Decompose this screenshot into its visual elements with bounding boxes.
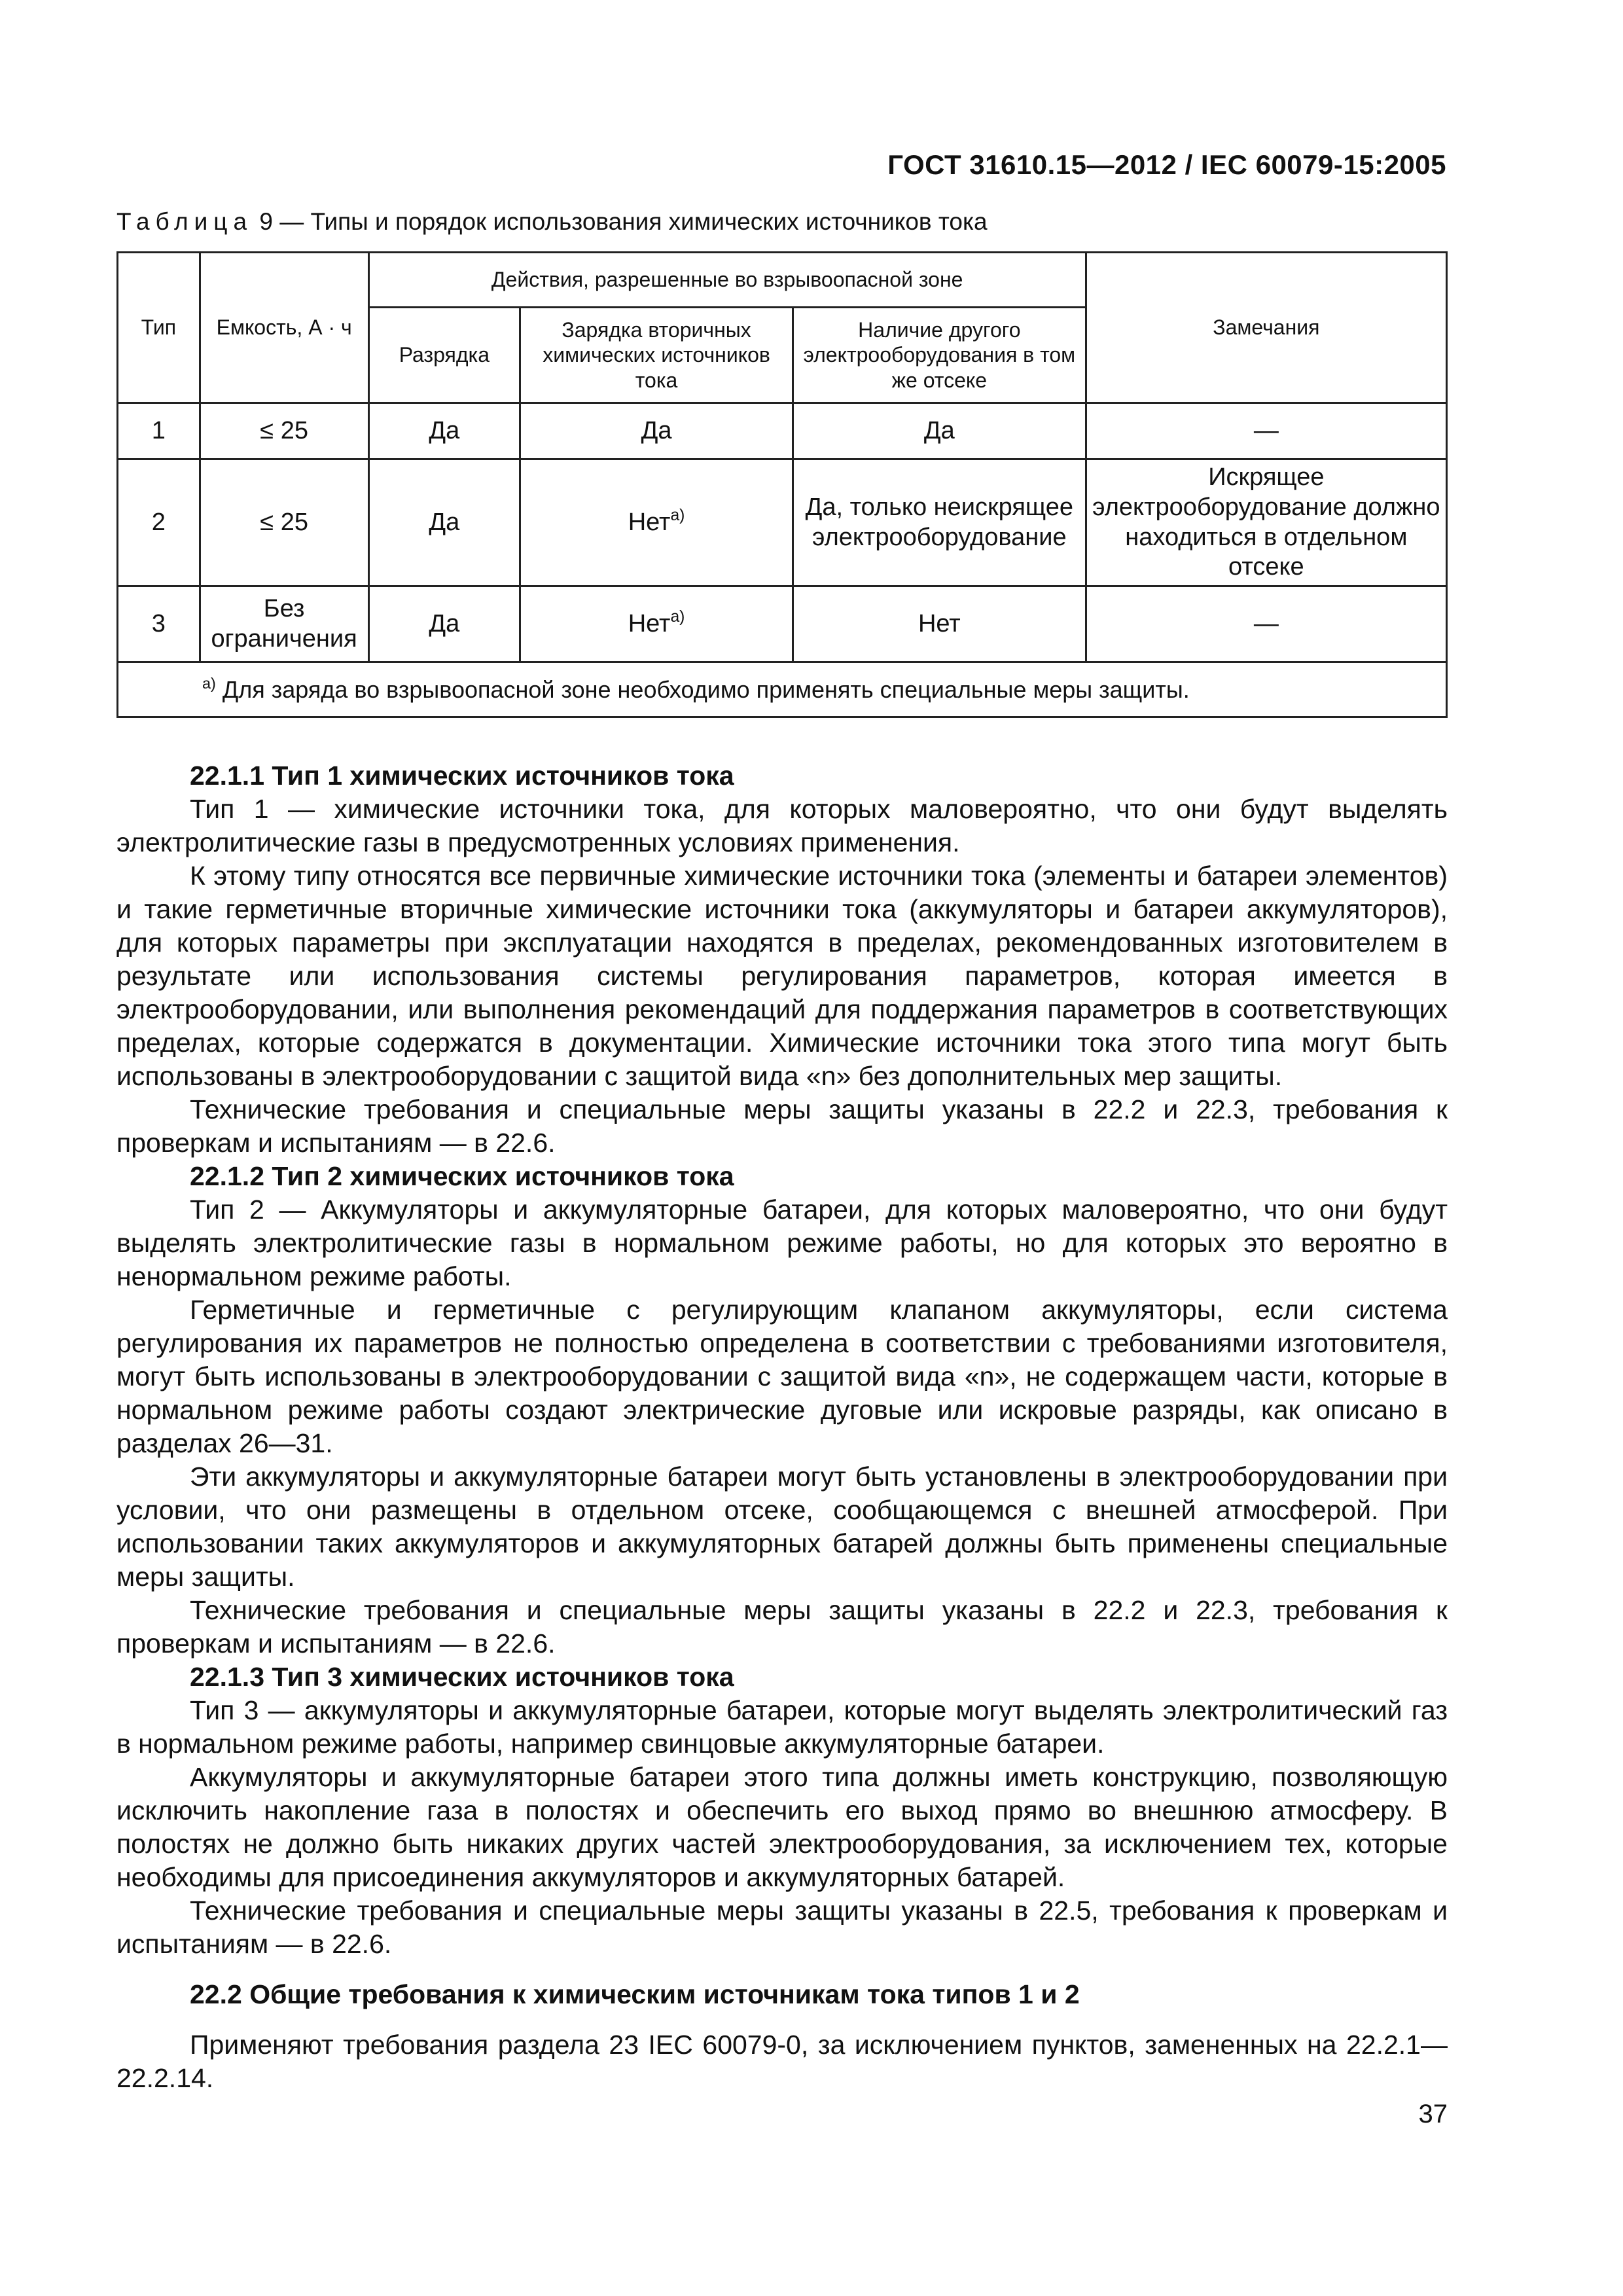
footnote-mark: а): [202, 674, 216, 692]
paragraph: Применяют требования раздела 23 IEC 60079-0, за исключением пунктов, замененных на 22.2.1—22.2.14.: [116, 2030, 1448, 2093]
header-actions-group: Действия, разрешенные во взрывоопасной зоне: [368, 253, 1086, 308]
footnote-ref: а): [670, 607, 685, 626]
cell-other-equipment: Нет: [793, 586, 1086, 662]
header-charging: Зарядка вторичных химических источников тока: [520, 308, 793, 403]
cell-charging: [520, 586, 793, 662]
paragraph: К этому типу относятся все первичные химические источники тока (элементы и батареи элементов) и такие герметичные вторичные химические источники тока (аккумуляторы и батареи аккумуляторов), для которых параметры при эксплуатации находятся в пределах, рекомендованных изготовителем в результате или использования системы регулирования параметров, которая имеется в электрооборудовании, или выполнения рекомендаций для поддержания параметров в соответствующих пределах, которые содержатся в документации. Химические источники тока этого типа могут быть использованы в электрооборудовании с защитой вида «n» без дополнительных мер защиты.: [116, 861, 1448, 1091]
header-remarks: Замечания: [1086, 253, 1446, 403]
cell-type: 1: [118, 403, 200, 459]
header-capacity: Емкость, А · ч: [200, 253, 368, 403]
paragraph: Герметичные и герметичные с регулирующим клапаном аккумуляторы, если система регулирования их параметров не полностью определена в соответствии с требованиями изготовителя, могут быть использованы в электрооборудовании с защитой вида «n», не содержащем части, которые в нормальном режиме работы создают электрические дуговые или искровые разряды, как описано в разделах 26—31.: [116, 1295, 1448, 1458]
cell-remarks: —: [1086, 586, 1446, 662]
section-heading: 22.1.1 Тип 1 химических источников тока: [190, 761, 734, 791]
cell-discharge: Да: [368, 459, 520, 586]
section-heading: 22.2 Общие требования к химическим источникам тока типов 1 и 2: [190, 1979, 1080, 2009]
cell-charging-value: Нет: [628, 609, 671, 637]
document-body: [116, 759, 1448, 2095]
table-row: [118, 586, 1447, 662]
paragraph: Тип 3 — аккумуляторы и аккумуляторные батареи, которые могут выделять электролитический газ в нормальном режиме работы, например свинцовые аккумуляторные батареи.: [116, 1695, 1448, 1759]
document-header: ГОСТ 31610.15—2012 / IEC 60079-15:2005: [887, 149, 1446, 180]
cell-charging: [520, 403, 793, 459]
cell-charging: [520, 459, 793, 586]
paragraph: Эти аккумуляторы и аккумуляторные батареи могут быть установлены в электрооборудовании при условии, что они размещены в отдельном отсеке, сообщающемся с внешней атмосферой. При использовании таких аккумуляторов и аккумуляторных батарей должны быть применены специальные меры защиты.: [116, 1462, 1448, 1592]
cell-remarks: Искрящее электрооборудование должно находиться в отдельном отсеке: [1086, 459, 1446, 586]
page-number: 37: [1418, 2100, 1448, 2128]
table-9: [116, 251, 1448, 718]
table-footnote-row: [118, 662, 1447, 717]
paragraph: Технические требования и специальные меры защиты указаны в 22.2 и 22.3, требования к проверкам и испытаниям — в 22.6.: [116, 1595, 1448, 1659]
table-row: [118, 403, 1447, 459]
paragraph: Технические требования и специальные меры защиты указаны в 22.5, требования к проверкам и испытаниям — в 22.6.: [116, 1895, 1448, 1959]
cell-capacity: Без ограничения: [200, 586, 368, 662]
cell-charging-value: Нет: [628, 508, 671, 536]
table-caption-text: 9 — Типы и порядок использования химических источников тока: [253, 208, 988, 235]
cell-type: 2: [118, 459, 200, 586]
cell-discharge: Да: [368, 403, 520, 459]
table-caption-label: Таблица: [116, 208, 253, 235]
cell-other-equipment: Да, только неискрящее электрооборудование: [793, 459, 1086, 586]
cell-discharge: Да: [368, 586, 520, 662]
paragraph: Тип 2 — Аккумуляторы и аккумуляторные батареи, для которых маловероятно, что они будут выделять электролитические газы в нормальном режиме работы, но для которых это вероятно в ненормальном режиме работы.: [116, 1194, 1448, 1291]
header-other-equipment: Наличие другого электрооборудования в том же отсеке: [793, 308, 1086, 403]
section-heading: 22.1.2 Тип 2 химических источников тока: [190, 1161, 734, 1191]
header-discharge: Разрядка: [368, 308, 520, 403]
section-heading: 22.1.3 Тип 3 химических источников тока: [190, 1662, 734, 1692]
cell-type: 3: [118, 586, 200, 662]
cell-charging-value: Да: [641, 416, 672, 444]
table-caption: [116, 208, 988, 236]
table-footnote: [118, 662, 1447, 717]
cell-capacity: ≤ 25: [200, 403, 368, 459]
cell-remarks: —: [1086, 403, 1446, 459]
paragraph: Технические требования и специальные меры защиты указаны в 22.2 и 22.3, требования к проверкам и испытаниям — в 22.6.: [116, 1094, 1448, 1158]
table-row: [118, 459, 1447, 586]
cell-other-equipment: Да: [793, 403, 1086, 459]
cell-capacity: ≤ 25: [200, 459, 368, 586]
footnote-text: Для заряда во взрывоопасной зоне необходимо применять специальные меры защиты.: [215, 675, 1190, 703]
footnote-ref: а): [670, 506, 685, 524]
header-type: Тип: [118, 253, 200, 403]
paragraph: Аккумуляторы и аккумуляторные батареи этого типа должны иметь конструкцию, позволяющую исключить накопление газа в полостях и обеспечить его выход прямо во внешнюю атмосферу. В полостях не должно быть никаких других частей электрооборудования, за исключением тех, которые необходимы для присоединения аккумуляторов и аккумуляторных батарей.: [116, 1762, 1448, 1892]
paragraph: Тип 1 — химические источники тока, для которых маловероятно, что они будут выделять электролитические газы в предусмотренных условиях применения.: [116, 794, 1448, 857]
